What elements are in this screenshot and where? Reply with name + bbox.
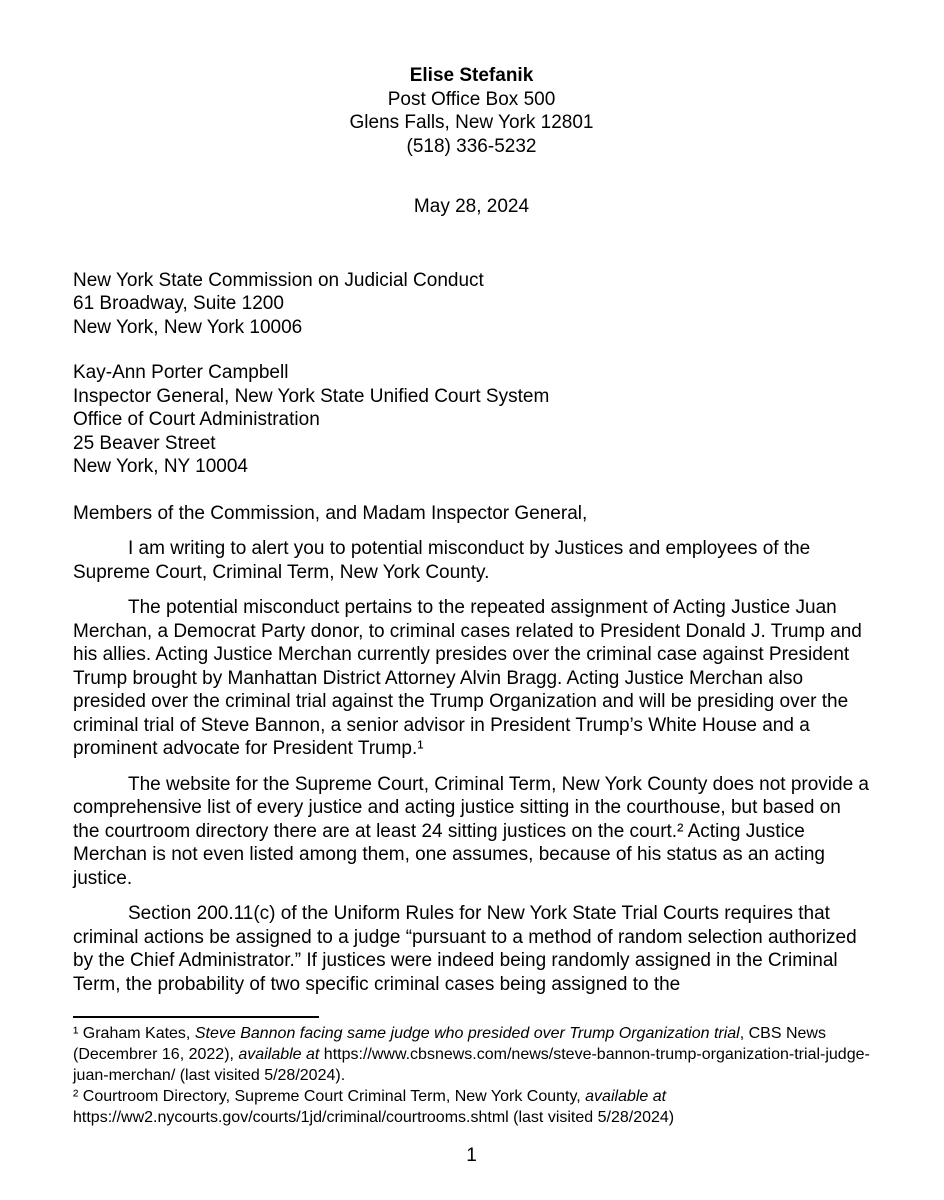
sender-phone: (518) 336-5232 bbox=[406, 135, 537, 157]
footnote-2-available-at: available at bbox=[585, 1088, 667, 1105]
sender-block bbox=[73, 64, 870, 158]
footnote-1-marker-author: ¹ Graham Kates, bbox=[73, 1025, 195, 1042]
footnote-1-available-at: available at bbox=[238, 1046, 320, 1063]
footnote-2-url-visited: https://ww2.nycourts.gov/courts/1jd/criminal/courtrooms.shtml (last visited 5/28/2024) bbox=[73, 1109, 675, 1126]
recipient-block-inspector-general bbox=[73, 361, 870, 479]
footnote-1-url-visited: https://www.cbsnews.com/news/steve-bannon-trump-organization-trial-judge-juan-merchan/ (last visited 5/28/2024). bbox=[73, 1046, 870, 1084]
inspector-general-title: Inspector General, New York State Unified Court System bbox=[73, 385, 550, 407]
sender-address-line-1: Post Office Box 500 bbox=[387, 88, 556, 110]
footnote-1 bbox=[73, 1023, 870, 1086]
footnote-area bbox=[73, 1023, 870, 1128]
body-paragraph-2: The potential misconduct pertains to the repeated assignment of Acting Justice Juan Merchan, a Democrat Party donor, to criminal cases related to President Donald J. Trump and his allies. Acting Justice Merchan currently presides over the criminal case against President Trump brought by Manhattan District Attorney Alvin Bragg. Acting Justice Merchan also presided over the criminal trial against the Trump Organization and will be presiding over the criminal trial of Steve Bannon, a senior advisor in President Trump’s White House and a prominent advocate for President Trump.¹ bbox=[73, 597, 862, 759]
footnote-separator bbox=[73, 1016, 319, 1018]
sender-address-line-2: Glens Falls, New York 12801 bbox=[349, 112, 594, 133]
inspector-general-office: Office of Court Administration bbox=[73, 409, 320, 430]
salutation: Members of the Commission, and Madam Inspector General, bbox=[73, 502, 588, 524]
page-number: 1 bbox=[466, 1145, 477, 1166]
sender-name: Elise Stefanik bbox=[409, 65, 534, 86]
letter-date: May 28, 2024 bbox=[413, 196, 530, 217]
body-paragraph-3: The website for the Supreme Court, Criminal Term, New York County does not provide a comprehensive list of every justice and acting justice sitting in the courthouse, but based on the courtroom directory there are at least 24 sitting justices on the court.² Acting Justice Merchan is not even listed among them, one assumes, because of his status as an acting justice. bbox=[73, 773, 869, 889]
inspector-general-name: Kay-Ann Porter Campbell bbox=[73, 362, 289, 383]
footnote-2-marker-source: ² Courtroom Directory, Supreme Court Criminal Term, New York County, bbox=[73, 1088, 586, 1105]
inspector-general-street: 25 Beaver Street bbox=[73, 432, 216, 454]
body-paragraph-1: I am writing to alert you to potential misconduct by Justices and employees of the Supreme Court, Criminal Term, New York County. bbox=[73, 538, 811, 583]
recipient-block-commission bbox=[73, 269, 870, 340]
body-paragraph-4: Section 200.11(c) of the Uniform Rules for New York State Trial Courts requires that criminal actions be assigned to a judge “pursuant to a method of random selection authorized by the Chief Administrator.” If justices were indeed being randomly assigned in the Criminal Term, the probability of two specific criminal cases being assigned to the bbox=[73, 903, 857, 995]
footnote-1-article-title: Steve Bannon facing same judge who presided over Trump Organization trial bbox=[194, 1025, 740, 1042]
footnote-2 bbox=[73, 1086, 870, 1128]
footnote-1-publication: , CBS News (Decembrer 16, 2022), bbox=[73, 1025, 826, 1063]
inspector-general-city-state-zip: New York, NY 10004 bbox=[73, 456, 248, 477]
commission-city-state-zip: New York, New York 10006 bbox=[73, 316, 303, 338]
commission-street: 61 Broadway, Suite 1200 bbox=[73, 293, 284, 314]
commission-name: New York State Commission on Judicial Conduct bbox=[73, 269, 484, 291]
